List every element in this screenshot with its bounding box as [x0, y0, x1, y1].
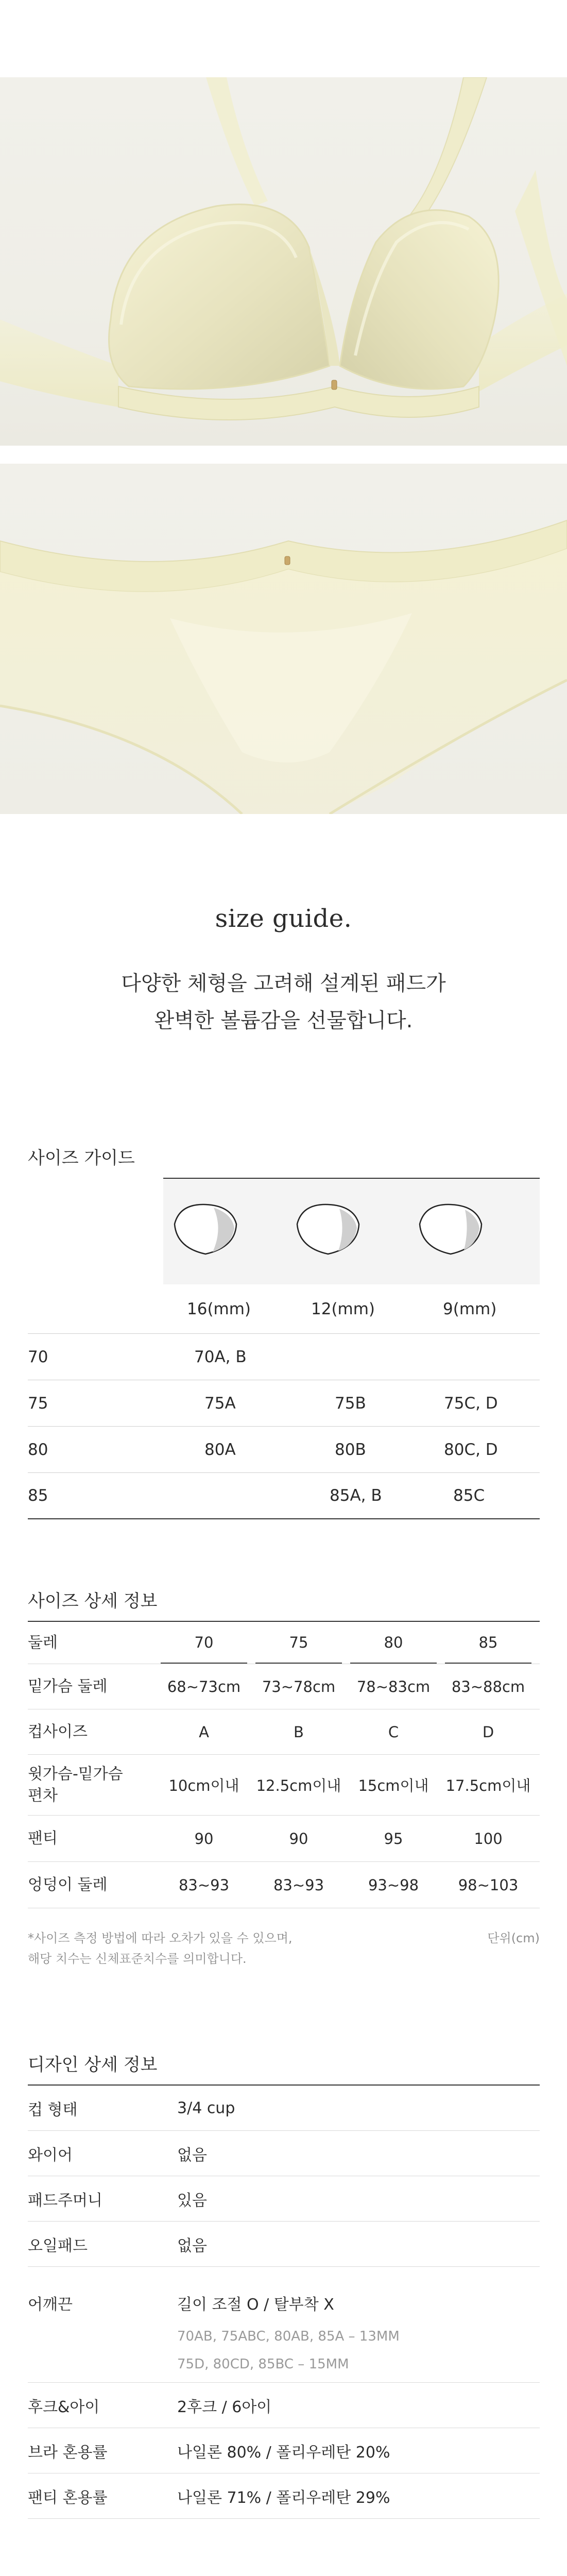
- table-row: [28, 2086, 540, 2131]
- band-75: 75: [28, 1394, 48, 1413]
- row-label: 팬티 혼용률: [28, 2488, 108, 2507]
- row-label: 컵사이즈: [28, 1722, 88, 1741]
- size-cell: 80B: [335, 1440, 366, 1459]
- size-guide-title: 사이즈 가이드: [28, 1148, 135, 1168]
- band-70: 70: [28, 1347, 48, 1366]
- table-row: [28, 2267, 540, 2383]
- table-cell: A: [199, 1723, 209, 1741]
- row-value: 나일론 80% / 폴리우레탄 20%: [177, 2443, 390, 2462]
- table-cell: 85: [445, 1622, 531, 1664]
- cup-label-16: 16(mm): [187, 1299, 251, 1318]
- table-cell: 12.5cm이내: [256, 1777, 341, 1794]
- design-detail-section: [28, 2050, 540, 2519]
- table-cell: 80: [350, 1622, 437, 1664]
- photo-divider: [0, 446, 567, 464]
- row-value: 2후크 / 6아이: [177, 2398, 272, 2416]
- table-row: [28, 1622, 540, 1664]
- row-label: 팬티: [28, 1829, 58, 1848]
- table-cell: 17.5cm이내: [445, 1777, 531, 1794]
- cup-9mm-icon: [415, 1198, 487, 1260]
- cup-label-12: 12(mm): [311, 1299, 375, 1318]
- size-cell: 80C, D: [444, 1440, 498, 1459]
- size-cell: 75A: [204, 1394, 236, 1413]
- note-line-1: *사이즈 측정 방법에 따라 오차가 있을 수 있으며,: [28, 1931, 293, 1945]
- table-row: [28, 1473, 540, 1519]
- table-row: [28, 1816, 540, 1862]
- panty-product-photo: [0, 464, 567, 814]
- table-cell: D: [482, 1723, 494, 1741]
- table-row: [28, 2131, 540, 2176]
- size-detail-section: [28, 1587, 540, 1969]
- table-cell: 73~78cm: [262, 1677, 336, 1696]
- size-detail-title: 사이즈 상세 정보: [28, 1591, 158, 1612]
- intro-line-2: 완벽한 볼륨감을 선물합니다.: [154, 1009, 413, 1032]
- row-label: 후크&아이: [28, 2398, 100, 2416]
- table-row: [28, 1334, 540, 1380]
- size-cell: 85C: [453, 1486, 485, 1505]
- table-cell: 93~98: [368, 1876, 419, 1894]
- table-row: [28, 1664, 540, 1709]
- row-label: 와이어: [28, 2146, 73, 2164]
- table-row: [28, 2473, 540, 2519]
- row-label: 컵 형태: [28, 2100, 78, 2119]
- bra-product-photo: [0, 77, 567, 446]
- table-cell: 15cm이내: [358, 1777, 429, 1794]
- row-label: 엉덩이 둘레: [28, 1875, 108, 1894]
- table-cell: 90: [194, 1829, 214, 1848]
- cup-label-9: 9(mm): [443, 1299, 497, 1318]
- table-cell: 83~93: [273, 1876, 324, 1894]
- table-row: [28, 1755, 540, 1816]
- row-value: 나일론 71% / 폴리우레탄 29%: [177, 2488, 390, 2507]
- size-cell: 70A, B: [194, 1347, 247, 1366]
- table-row: [28, 2176, 540, 2222]
- table-cell: 75: [255, 1622, 342, 1664]
- intro-title: size guide.: [215, 904, 352, 933]
- size-cell: 80A: [204, 1440, 236, 1459]
- row-label: 어깨끈: [28, 2296, 73, 2314]
- intro-line-1: 다양한 체형을 고려해 설계된 패드가: [121, 972, 446, 995]
- cup-thickness-header: [28, 1284, 540, 1334]
- cup-illustrations: [163, 1179, 540, 1284]
- cup-16mm-icon: [169, 1198, 242, 1260]
- row-value: 없음: [177, 2236, 207, 2255]
- size-cell: 75B: [335, 1394, 366, 1413]
- row-value: 3/4 cup: [177, 2099, 235, 2117]
- measurement-note: [28, 1928, 540, 1969]
- unit-label: 단위(cm): [487, 1931, 540, 1945]
- table-row: [28, 2428, 540, 2473]
- table-cell: 10cm이내: [168, 1777, 239, 1794]
- band-85: 85: [28, 1486, 48, 1505]
- band-80: 80: [28, 1440, 48, 1459]
- note-line-2: 해당 치수는 신체표준치수를 의미합니다.: [28, 1952, 247, 1966]
- table-cell: 70: [161, 1622, 247, 1664]
- table-cell: 98~103: [458, 1876, 519, 1894]
- size-guide-intro: [0, 814, 567, 1128]
- intro-copy: [0, 965, 567, 1039]
- row-label: 오일패드: [28, 2236, 88, 2255]
- row-label-line-1: 윗가슴-밑가슴: [28, 1765, 123, 1783]
- size-guide-section: [28, 1144, 540, 1519]
- row-label: 둘레: [28, 1633, 58, 1652]
- table-cell: 78~83cm: [356, 1677, 431, 1696]
- row-value: 길이 조절 O / 탈부착 X: [177, 2296, 334, 2314]
- table-cell: 83~88cm: [451, 1677, 525, 1696]
- table-cell: 100: [474, 1829, 503, 1848]
- row-value: 없음: [177, 2146, 207, 2164]
- strap-width-line-1: 70AB, 75ABC, 80AB, 85A – 13MM: [177, 2329, 400, 2344]
- table-cell: 90: [289, 1829, 308, 1848]
- top-spacer: [0, 0, 567, 77]
- row-label: 패드주머니: [28, 2191, 102, 2210]
- strap-width-line-2: 75D, 80CD, 85BC – 15MM: [177, 2357, 349, 2372]
- table-row: [28, 1380, 540, 1427]
- row-label: 브라 혼용률: [28, 2443, 108, 2462]
- row-label: 밑가슴 둘레: [28, 1677, 108, 1696]
- table-cell: 95: [384, 1829, 403, 1848]
- size-cell: 75C, D: [444, 1394, 498, 1413]
- table-row: [28, 1862, 540, 1908]
- strap-width-note: [177, 2323, 400, 2378]
- table-row: [28, 2222, 540, 2267]
- row-value: 있음: [177, 2191, 207, 2210]
- table-cell: C: [388, 1723, 399, 1741]
- table-cell: B: [294, 1723, 304, 1741]
- row-label-line-2: 편차: [28, 1786, 58, 1805]
- table-cell: 83~93: [178, 1876, 230, 1894]
- row-label: [28, 1764, 123, 1807]
- size-cell: 85A, B: [330, 1486, 382, 1505]
- design-detail-title: 디자인 상세 정보: [28, 2055, 158, 2075]
- table-row: [28, 2383, 540, 2428]
- table-cell: 68~73cm: [167, 1677, 241, 1696]
- table-row: [28, 1427, 540, 1473]
- table-row: [28, 1709, 540, 1755]
- cup-12mm-icon: [292, 1198, 364, 1260]
